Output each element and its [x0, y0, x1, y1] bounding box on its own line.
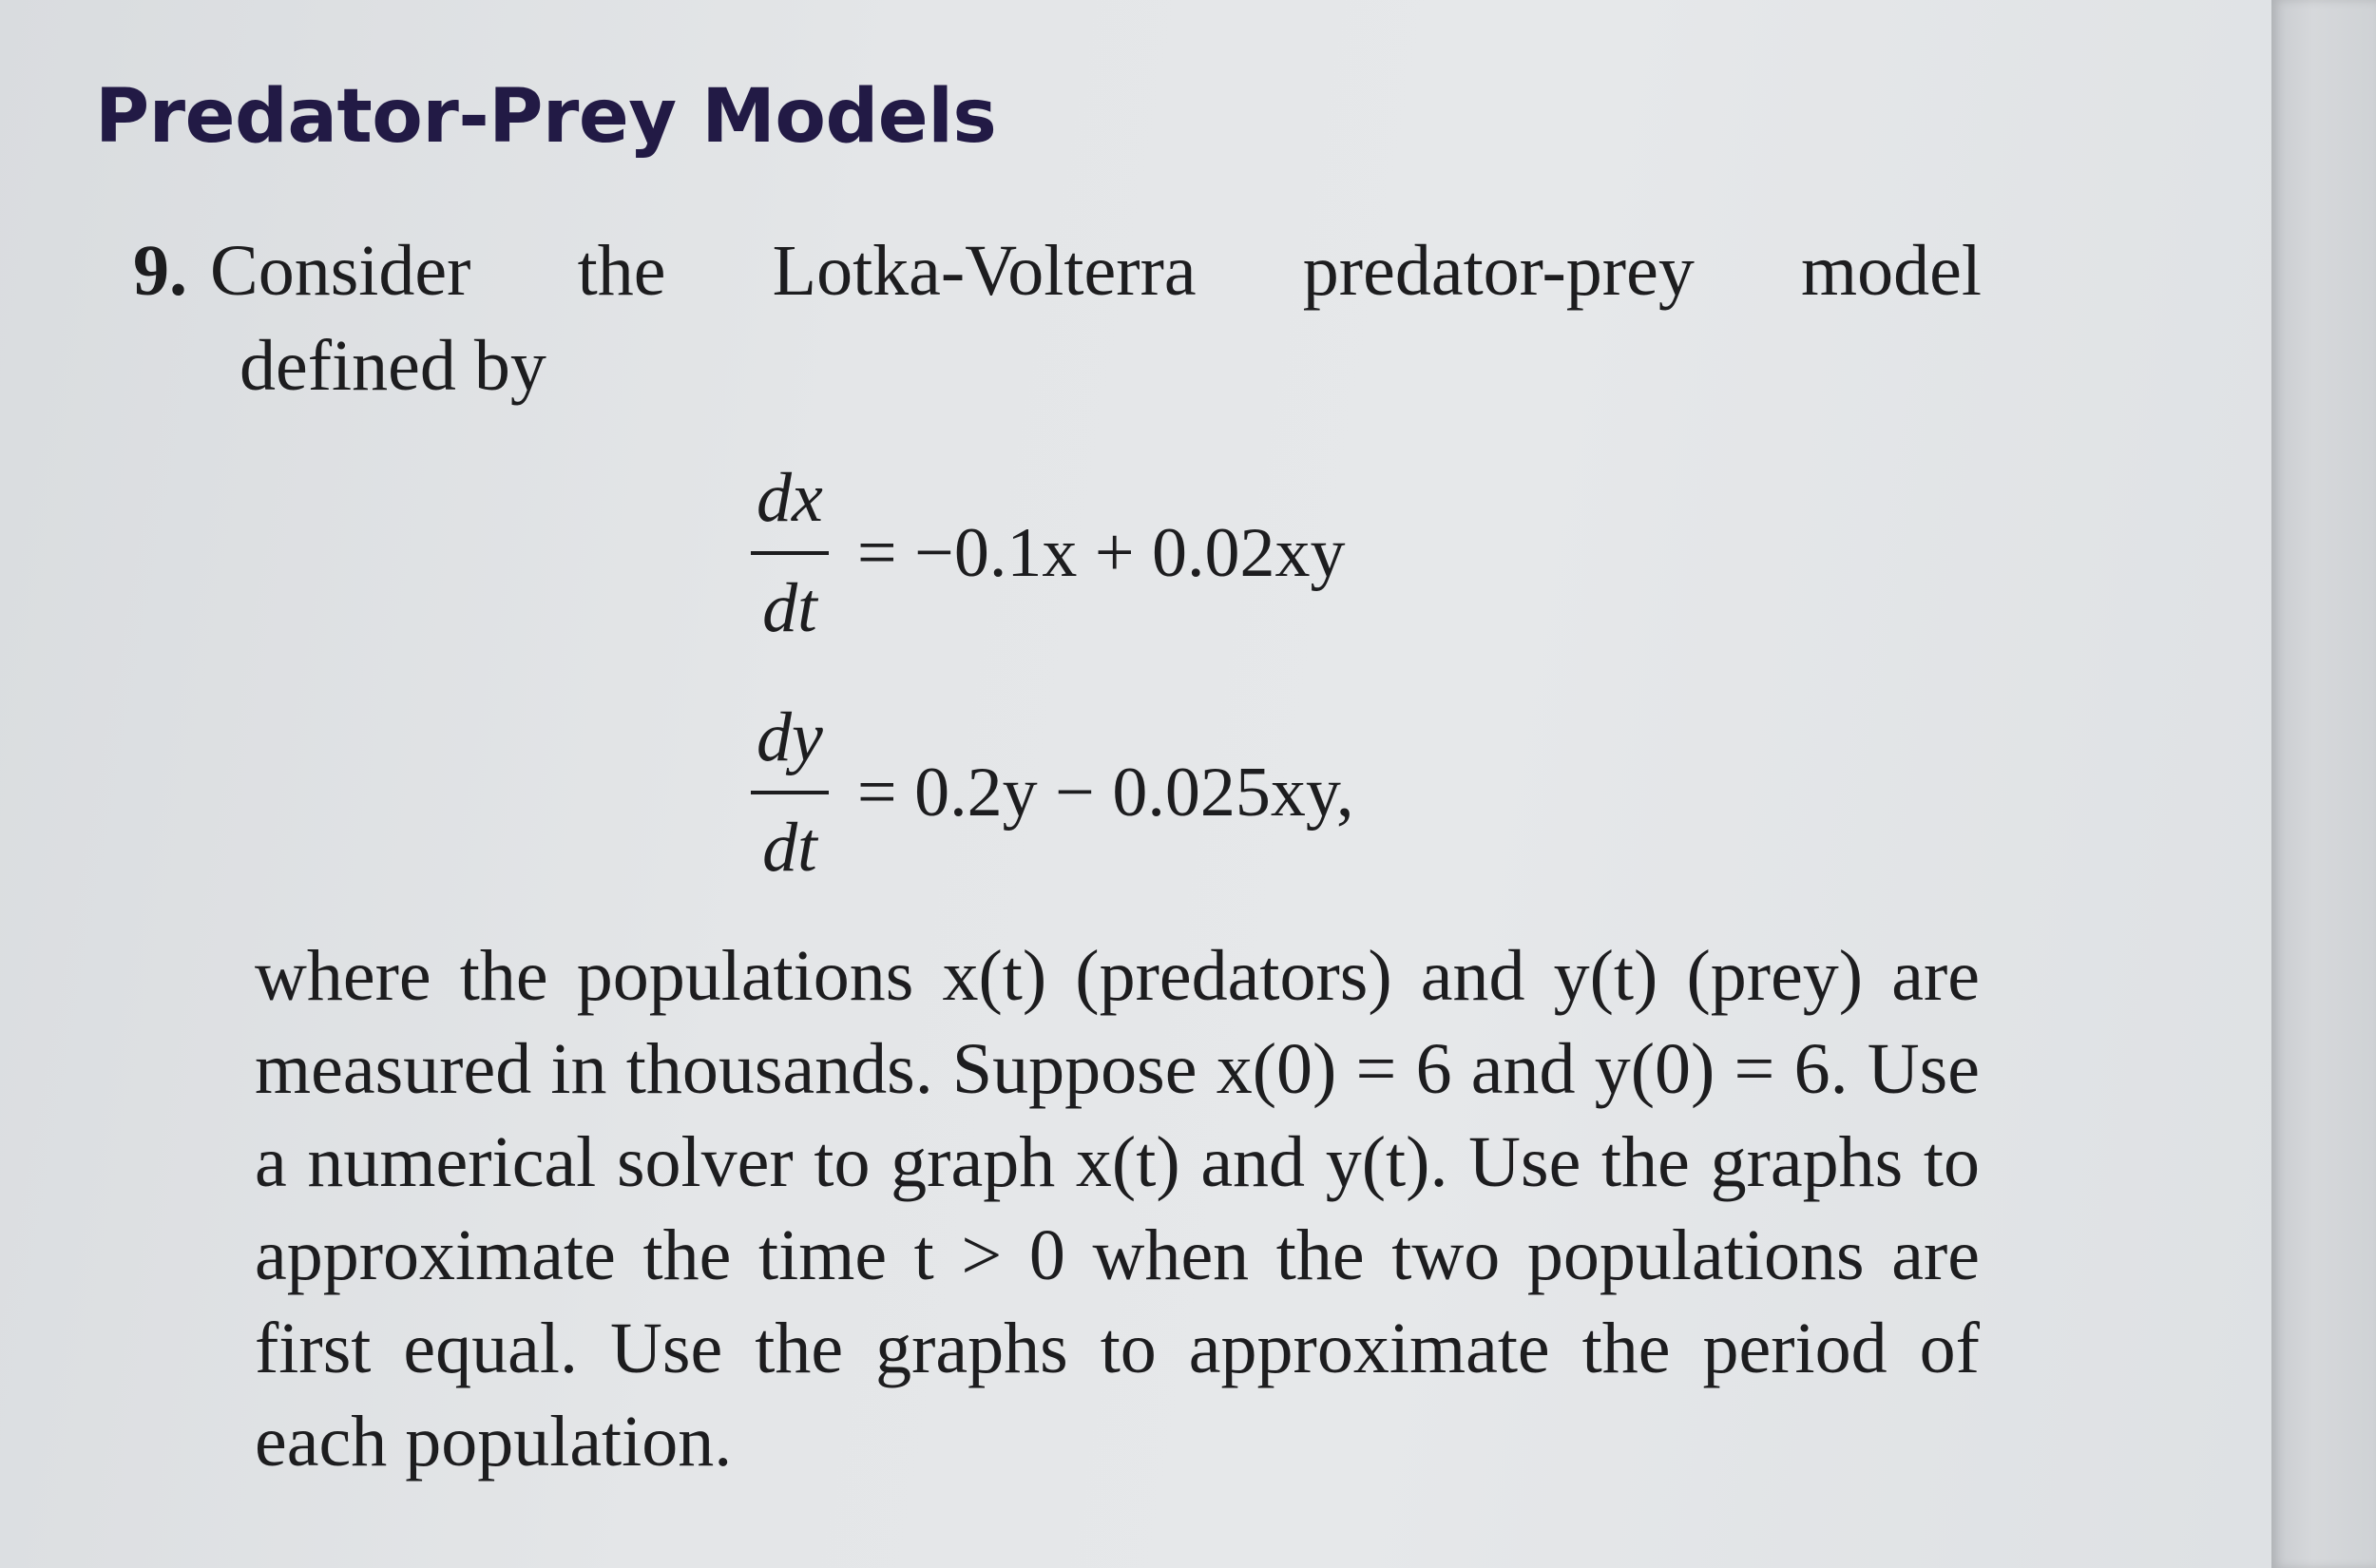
fraction-denominator: dt — [762, 569, 817, 647]
fraction-numerator: dy — [757, 698, 823, 776]
equation-dy-dt — [751, 694, 1354, 891]
intro-line-1 — [133, 223, 1982, 318]
fraction-bar — [751, 551, 829, 555]
fraction-dy-dt — [751, 694, 829, 891]
equation-rhs: = 0.2y − 0.025xy, — [856, 753, 1354, 832]
intro-word: Lotka-Volterra — [772, 231, 1197, 311]
intro-line-2: defined by — [240, 326, 546, 406]
intro-word: model — [1801, 231, 1982, 311]
fraction-dx-dt — [751, 454, 829, 652]
fraction-denominator: dt — [762, 809, 817, 887]
page-edge — [2271, 0, 2376, 1568]
problem-intro — [133, 223, 1986, 413]
fraction-numerator: dx — [757, 459, 823, 537]
fraction-bar — [751, 791, 829, 794]
section-heading: Predator-Prey Models — [95, 74, 997, 160]
problem-body: where the populations x(t) (predators) and y(t) (prey) are measured in thousands. Suppose x(0) = 6 and y(0) = 6. Use a numerical solver to graph x(t) and y(t). Use the graphs to approximate the time t > 0 when the two populations are first equal. Use the graphs to approximate the period of each population. — [255, 936, 1980, 1482]
intro-word: predator-prey — [1302, 231, 1695, 311]
intro-word: the — [577, 231, 666, 311]
intro-word: Consider — [210, 231, 471, 311]
equation-dx-dt — [751, 454, 1346, 652]
equation-rhs: = −0.1x + 0.02xy — [856, 513, 1346, 592]
problem-number: 9. — [133, 231, 187, 311]
